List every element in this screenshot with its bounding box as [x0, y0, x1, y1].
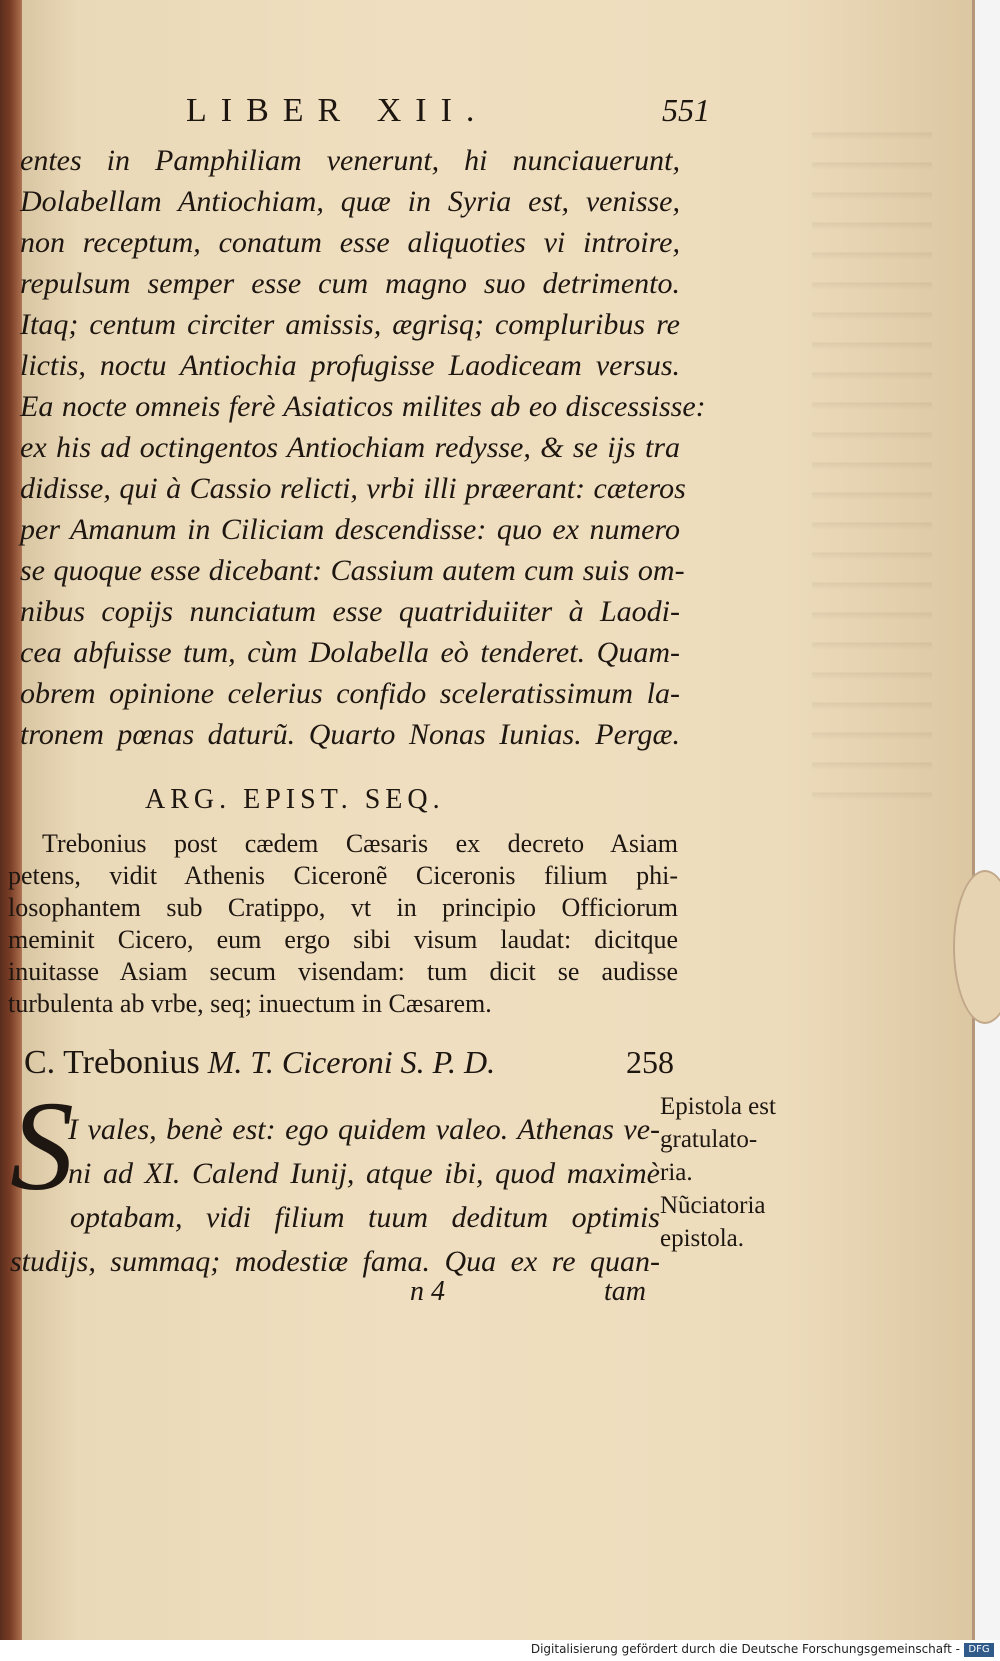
text-line: losophantem sub Cratippo, vt in principio Officiorum — [8, 893, 678, 922]
letter-text — [10, 1108, 660, 1284]
letter-salutation — [24, 1044, 674, 1092]
marginal-line: Epistola est — [660, 1093, 776, 1120]
text-line: meminit Cicero, eum ergo sibi visum laudat: dicitque — [8, 925, 678, 954]
text-line: didisse, qui à Cassio relicti, vrbi illi præerant: cæteros — [20, 472, 686, 505]
marginal-line: ria. — [660, 1159, 693, 1186]
text-line: I vales, benè est: ego quidem valeo. Athenas ve- — [68, 1113, 660, 1146]
page-number: 551 — [662, 92, 710, 128]
text-line: per Amanum in Ciliciam descendisse: quo ex numero — [20, 513, 680, 546]
text-line: obrem opinione celerius confido sceleratissimum la- — [20, 677, 680, 710]
running-header — [180, 92, 710, 136]
marginal-line: Nũciatoria — [660, 1192, 766, 1219]
text-line: turbulenta ab vrbe, seq; inuectum in Cæsarem. — [8, 989, 492, 1018]
text-line: nibus copijs nunciatum esse quatriduiiter à Laodi- — [20, 595, 680, 628]
text-line: ni ad XI. Calend Iunij, atque ibi, quod maximè — [68, 1157, 660, 1190]
letter-number: 258 — [626, 1044, 674, 1080]
marginal-line: gratulato- — [660, 1126, 758, 1153]
signature-mark: n 4 — [410, 1276, 445, 1307]
text-line: Ea nocte omneis ferè Asiaticos milites ab eo discessisse: — [20, 390, 706, 423]
bleed-through-text — [812, 110, 932, 810]
salutation-rest: M. T. Ciceroni S. P. D. — [199, 1044, 496, 1080]
body-text — [20, 140, 706, 755]
marginal-note — [660, 1090, 810, 1255]
text-line: se quoque esse dicebant: Cassium autem cum suis om- — [20, 554, 685, 587]
text-line: entes in Pamphiliam venerunt, hi nunciauerunt, — [20, 144, 680, 177]
text-line: petens, vidit Athenis Ciceronẽ Ciceronis filium phi- — [8, 861, 678, 890]
text-line: Trebonius post cædem Cæsaris ex decreto Asiam — [42, 829, 678, 858]
digitization-footer — [0, 1640, 1000, 1661]
dfg-logo: DFG — [964, 1643, 994, 1657]
catchword: tam — [604, 1276, 646, 1307]
argument-text — [8, 828, 678, 1020]
text-line: optabam, vidi filium tuum deditum optimis — [70, 1201, 660, 1234]
text-line: non receptum, conatum esse aliquoties vi introire, — [20, 226, 680, 259]
text-line: lictis, noctu Antiochia profugisse Laodiceam versus. — [20, 349, 680, 382]
running-title: LIBER XII. — [186, 92, 489, 129]
argument-heading: ARG. EPIST. SEQ. — [145, 784, 445, 815]
text-line: studijs, summaq; modestiæ fama. Qua ex re quan- — [10, 1245, 660, 1278]
text-line: ex his ad octingentos Antiochiam redysse, & se ijs tra — [20, 431, 680, 464]
text-line: inuitasse Asiam secum visendam: tum dicit se audisse — [8, 957, 678, 986]
salutation-name: C. Trebonius — [24, 1044, 200, 1081]
text-line: tronem pœnas daturũ. Quarto Nonas Iunias. Pergæ. — [20, 718, 680, 751]
text-line: repulsum semper esse cum magno suo detrimento. — [20, 267, 680, 300]
funding-credit: Digitalisierung gefördert durch die Deutsche Forschungsgemeinschaft - — [530, 1642, 960, 1656]
marginal-line: epistola. — [660, 1225, 745, 1252]
text-line: Dolabellam Antiochiam, quæ in Syria est, venisse, — [20, 185, 680, 218]
text-line: Itaq; centum circiter amissis, ægrisq; compluribus re — [20, 308, 680, 341]
drop-capital: S — [10, 1075, 74, 1217]
text-line: cea abfuisse tum, cùm Dolabella eò tenderet. Quam- — [20, 636, 680, 669]
